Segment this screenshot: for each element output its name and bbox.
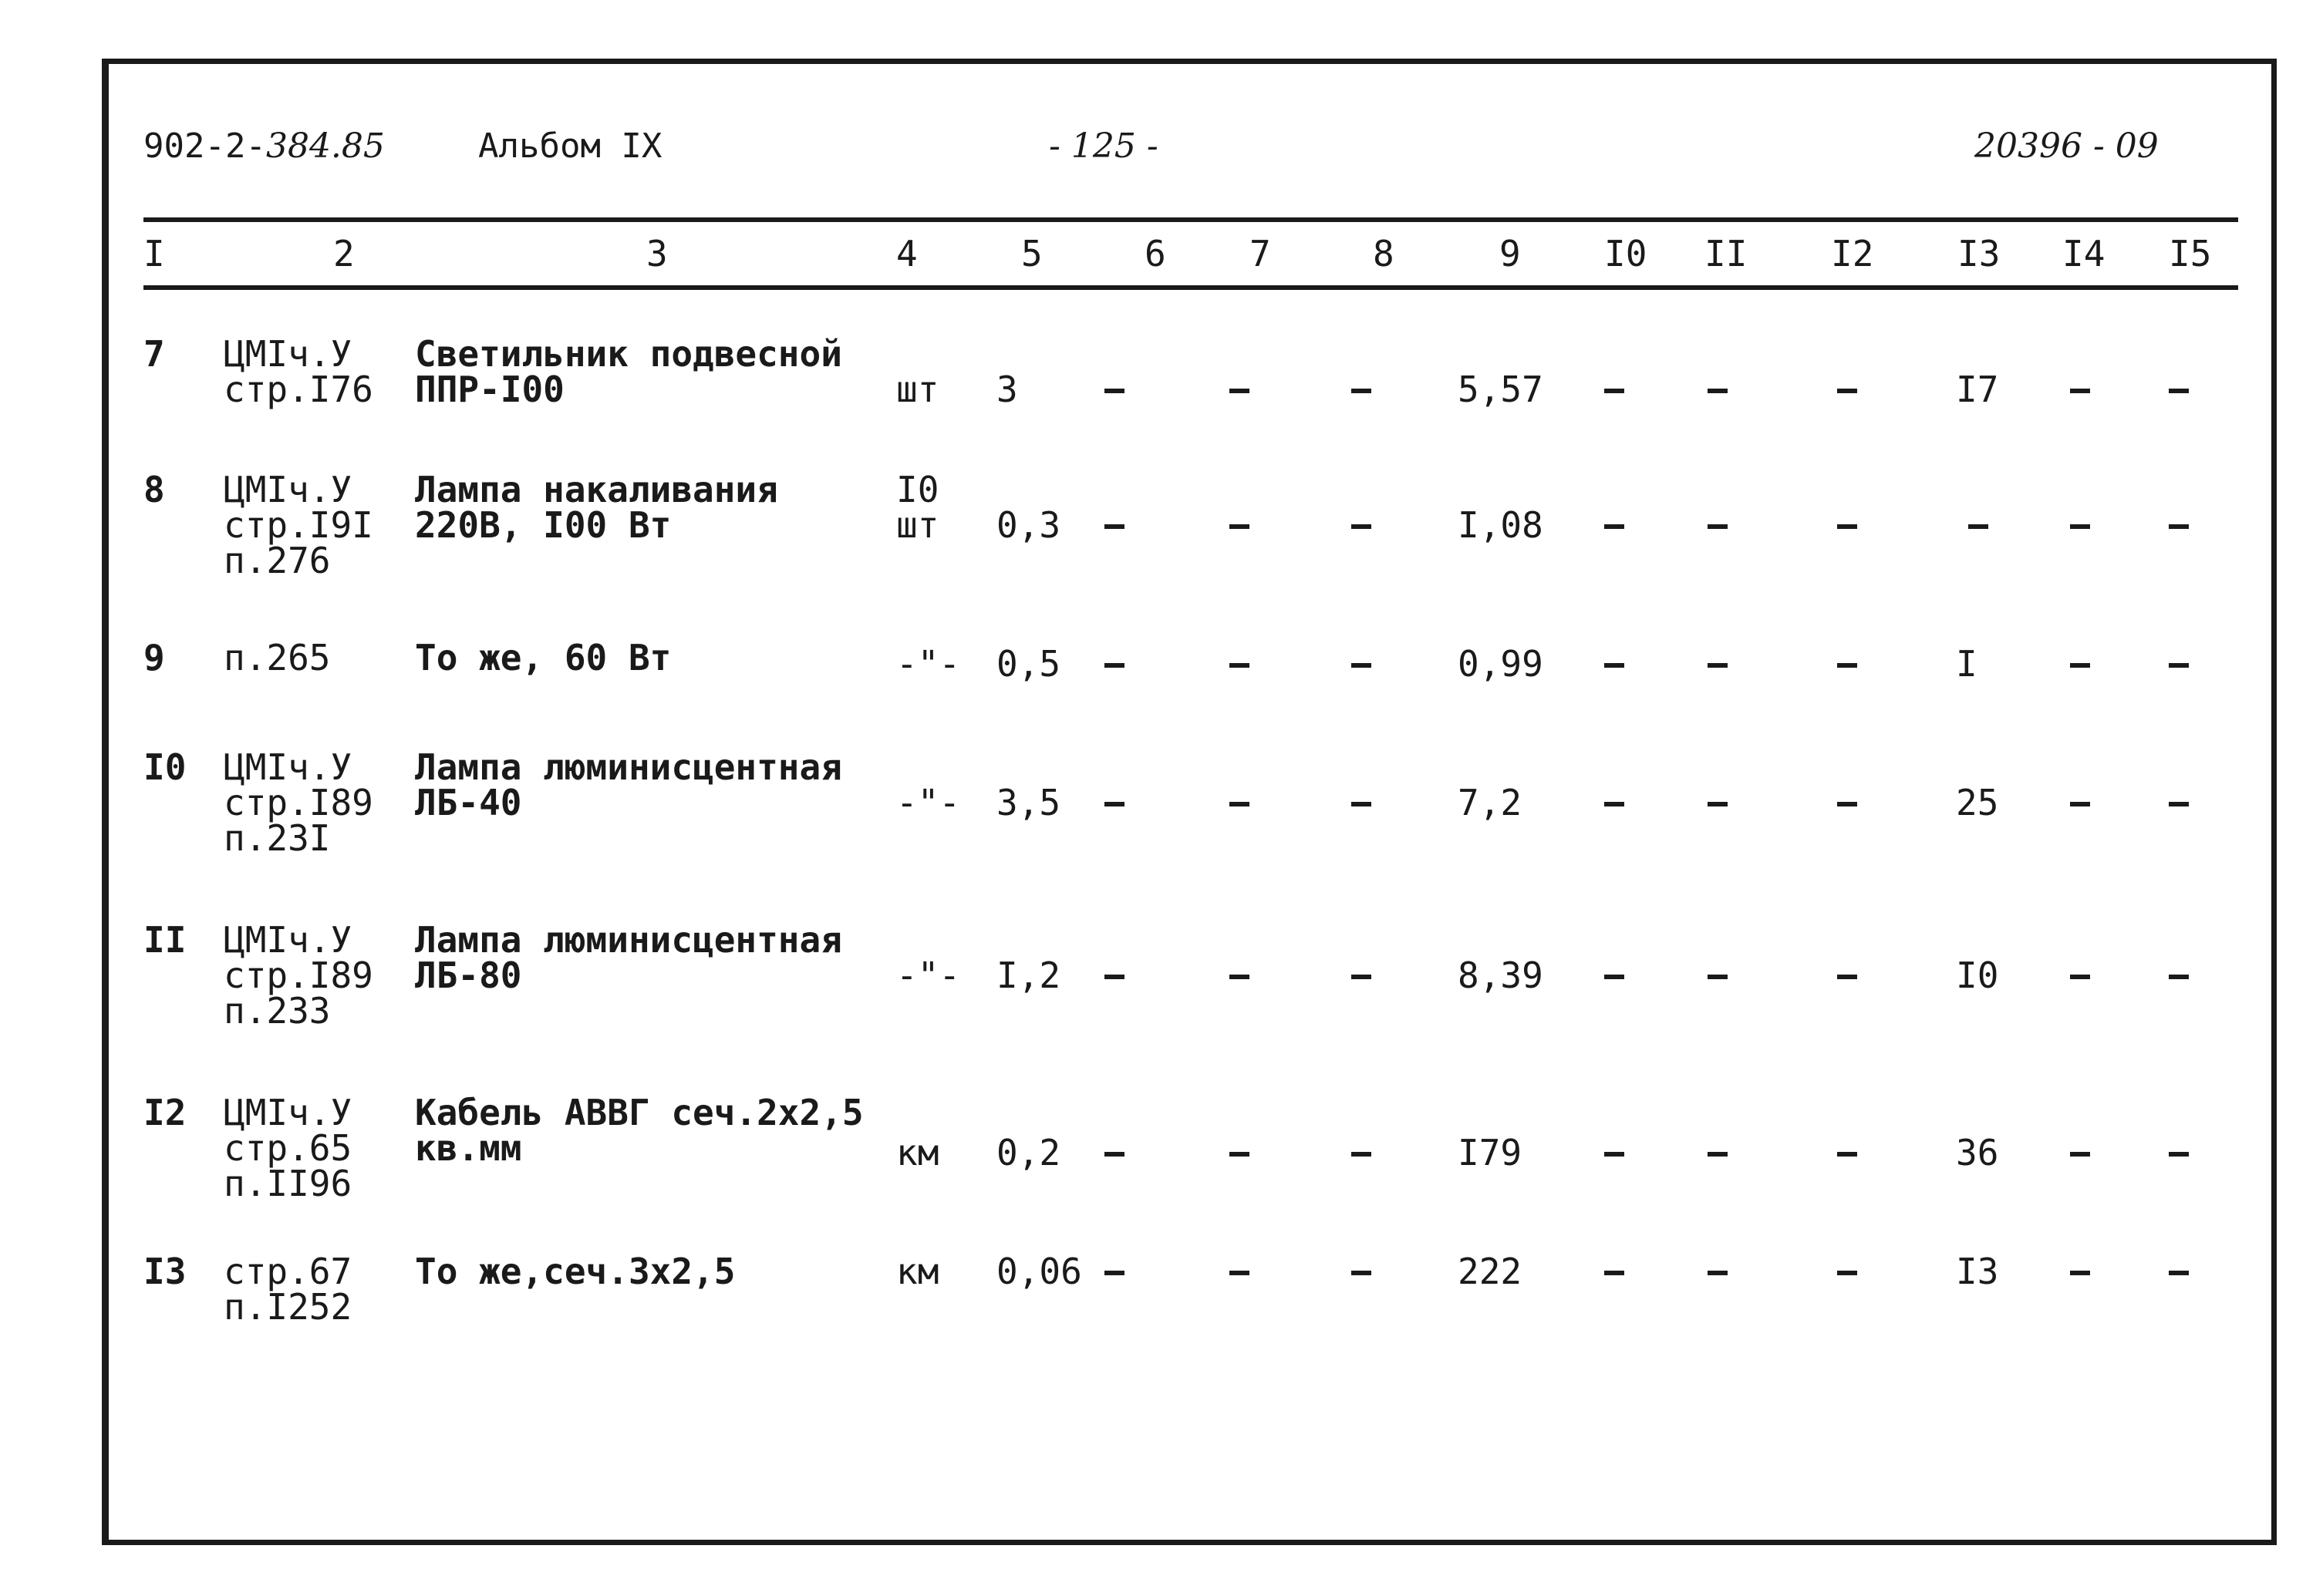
empty-dash — [1104, 1152, 1124, 1157]
item-name-line: Светильник подвесной — [415, 333, 842, 375]
unit-line: -"- — [896, 782, 961, 823]
unit-line: -"- — [896, 643, 961, 685]
column-13-value: 36 — [1956, 1132, 1999, 1173]
unit-line: -"- — [896, 955, 961, 996]
item-name-line: Лампа люминисцентная — [415, 919, 842, 961]
empty-dash — [1604, 389, 1624, 393]
empty-dash — [1837, 802, 1857, 806]
row-number: 7 — [143, 333, 165, 375]
empty-dash — [2070, 975, 2090, 979]
item-name-line: ППР-I00 — [415, 369, 565, 410]
empty-dash — [2169, 663, 2189, 668]
empty-dash — [1104, 802, 1124, 806]
column-9-value: I79 — [1458, 1132, 1522, 1173]
empty-dash — [1351, 524, 1371, 529]
empty-dash — [1837, 1271, 1857, 1275]
item-name-line: То же,сеч.3х2,5 — [415, 1251, 736, 1292]
empty-dash — [1351, 1152, 1371, 1157]
item-name-line: 220В, I00 Вт — [415, 504, 672, 546]
reference-line: стр.I76 — [224, 369, 373, 410]
row-number: I3 — [143, 1251, 187, 1292]
reference-line: ЦМIч.У — [224, 919, 352, 961]
column-13-value: 25 — [1956, 782, 1999, 823]
item-name-line: То же, 60 Вт — [415, 637, 672, 678]
row-number: 9 — [143, 637, 165, 678]
empty-dash — [1104, 975, 1124, 979]
empty-dash — [1837, 975, 1857, 979]
empty-dash — [1708, 389, 1728, 393]
column-number: 7 — [1249, 233, 1271, 274]
sheet-code: 20396 - 09 — [1974, 126, 2159, 166]
empty-dash — [2169, 802, 2189, 806]
quantity-value: 0,5 — [996, 643, 1061, 685]
row-number: I0 — [143, 746, 187, 788]
quantity-value: 3,5 — [996, 782, 1061, 823]
empty-dash — [2169, 1152, 2189, 1157]
empty-dash — [1351, 975, 1371, 979]
empty-dash — [1968, 524, 1988, 529]
item-name-line: Кабель АВВГ сеч.2х2,5 — [415, 1092, 864, 1133]
empty-dash — [2070, 524, 2090, 529]
empty-dash — [1351, 663, 1371, 668]
reference-line: п.265 — [224, 637, 331, 678]
document-code — [143, 127, 385, 166]
empty-dash — [1351, 1271, 1371, 1275]
empty-dash — [1104, 389, 1124, 393]
empty-dash — [2169, 524, 2189, 529]
column-number: 5 — [1021, 233, 1043, 274]
empty-dash — [1229, 1271, 1249, 1275]
empty-dash — [1708, 524, 1728, 529]
empty-dash — [2070, 1152, 2090, 1157]
reference-line: стр.I9I — [224, 504, 373, 546]
empty-dash — [1229, 663, 1249, 668]
reference-line: п.I252 — [224, 1286, 352, 1328]
empty-dash — [1229, 975, 1249, 979]
empty-dash — [1229, 524, 1249, 529]
empty-dash — [1837, 1152, 1857, 1157]
item-name-line: Лампа люминисцентная — [415, 746, 842, 788]
empty-dash — [1604, 1271, 1624, 1275]
reference-line: стр.65 — [224, 1127, 352, 1169]
header-rule-bottom — [143, 285, 2238, 290]
reference-line: ЦМIч.У — [224, 1092, 352, 1133]
column-number: 8 — [1373, 233, 1394, 274]
empty-dash — [1837, 389, 1857, 393]
empty-dash — [1708, 1271, 1728, 1275]
column-13-value: I7 — [1956, 369, 1999, 410]
empty-dash — [1104, 1271, 1124, 1275]
empty-dash — [2169, 389, 2189, 393]
empty-dash — [2169, 975, 2189, 979]
column-9-value: 0,99 — [1458, 643, 1543, 685]
reference-line: п.233 — [224, 990, 331, 1032]
column-number: I4 — [2062, 233, 2106, 274]
column-number: I3 — [1957, 233, 2001, 274]
column-number: 2 — [333, 233, 355, 274]
column-number: 9 — [1499, 233, 1521, 274]
quantity-value: 0,3 — [996, 504, 1061, 546]
unit-line: I0 — [896, 469, 939, 510]
reference-line: ЦМIч.У — [224, 469, 352, 510]
quantity-value: 0,2 — [996, 1132, 1061, 1173]
empty-dash — [1837, 663, 1857, 668]
document-code-prefix: 902-2- — [143, 126, 266, 166]
header-rule-top — [143, 217, 2238, 222]
column-number: I5 — [2169, 233, 2212, 274]
empty-dash — [1104, 524, 1124, 529]
empty-dash — [1604, 524, 1624, 529]
reference-line: ЦМIч.У — [224, 333, 352, 375]
album-label: Альбом IX — [478, 126, 663, 166]
column-number: 4 — [896, 233, 918, 274]
column-9-value: 5,57 — [1458, 369, 1543, 410]
empty-dash — [1604, 975, 1624, 979]
empty-dash — [2070, 663, 2090, 668]
empty-dash — [1708, 1152, 1728, 1157]
unit-line: км — [896, 1132, 939, 1173]
column-number: 3 — [646, 233, 668, 274]
column-13-value: I0 — [1956, 955, 1999, 996]
quantity-value: I,2 — [996, 955, 1061, 996]
column-number: I2 — [1831, 233, 1874, 274]
empty-dash — [2070, 1271, 2090, 1275]
column-9-value: I,08 — [1458, 504, 1543, 546]
item-name-line: ЛБ-80 — [415, 955, 522, 996]
item-name-line: кв.мм — [415, 1127, 522, 1169]
column-number: 6 — [1145, 233, 1166, 274]
empty-dash — [1837, 524, 1857, 529]
row-number: I2 — [143, 1092, 187, 1133]
row-number: II — [143, 919, 187, 961]
reference-line: п.II96 — [224, 1163, 352, 1204]
column-9-value: 7,2 — [1458, 782, 1522, 823]
row-number: 8 — [143, 469, 165, 510]
column-13-value: I — [1956, 643, 1977, 685]
item-name-line: ЛБ-40 — [415, 782, 522, 823]
reference-line: стр.I89 — [224, 782, 373, 823]
empty-dash — [2070, 389, 2090, 393]
quantity-value: 3 — [996, 369, 1018, 410]
reference-line: ЦМIч.У — [224, 746, 352, 788]
quantity-value: 0,06 — [996, 1251, 1082, 1292]
empty-dash — [1104, 663, 1124, 668]
empty-dash — [1229, 802, 1249, 806]
empty-dash — [1604, 663, 1624, 668]
empty-dash — [1708, 975, 1728, 979]
empty-dash — [1351, 389, 1371, 393]
reference-line: п.276 — [224, 540, 331, 581]
empty-dash — [1604, 802, 1624, 806]
empty-dash — [1351, 802, 1371, 806]
empty-dash — [1604, 1152, 1624, 1157]
document-code-handwritten: 384.85 — [265, 126, 385, 166]
column-number: I — [143, 233, 165, 274]
unit-line: шт — [896, 369, 939, 410]
reference-line: п.23I — [224, 817, 331, 859]
empty-dash — [2070, 802, 2090, 806]
column-number: II — [1704, 233, 1748, 274]
reference-line: стр.67 — [224, 1251, 352, 1292]
column-13-value: I3 — [1956, 1251, 1999, 1292]
empty-dash — [1229, 1152, 1249, 1157]
empty-dash — [1708, 802, 1728, 806]
empty-dash — [1229, 389, 1249, 393]
empty-dash — [1708, 663, 1728, 668]
column-9-value: 8,39 — [1458, 955, 1543, 996]
item-name-line: Лампа накаливания — [415, 469, 778, 510]
page-number: - 125 - — [1049, 126, 1158, 166]
empty-dash — [2169, 1271, 2189, 1275]
reference-line: стр.I89 — [224, 955, 373, 996]
unit-line: км — [896, 1251, 939, 1292]
unit-line: шт — [896, 504, 939, 546]
column-number: I0 — [1604, 233, 1647, 274]
column-9-value: 222 — [1458, 1251, 1522, 1292]
